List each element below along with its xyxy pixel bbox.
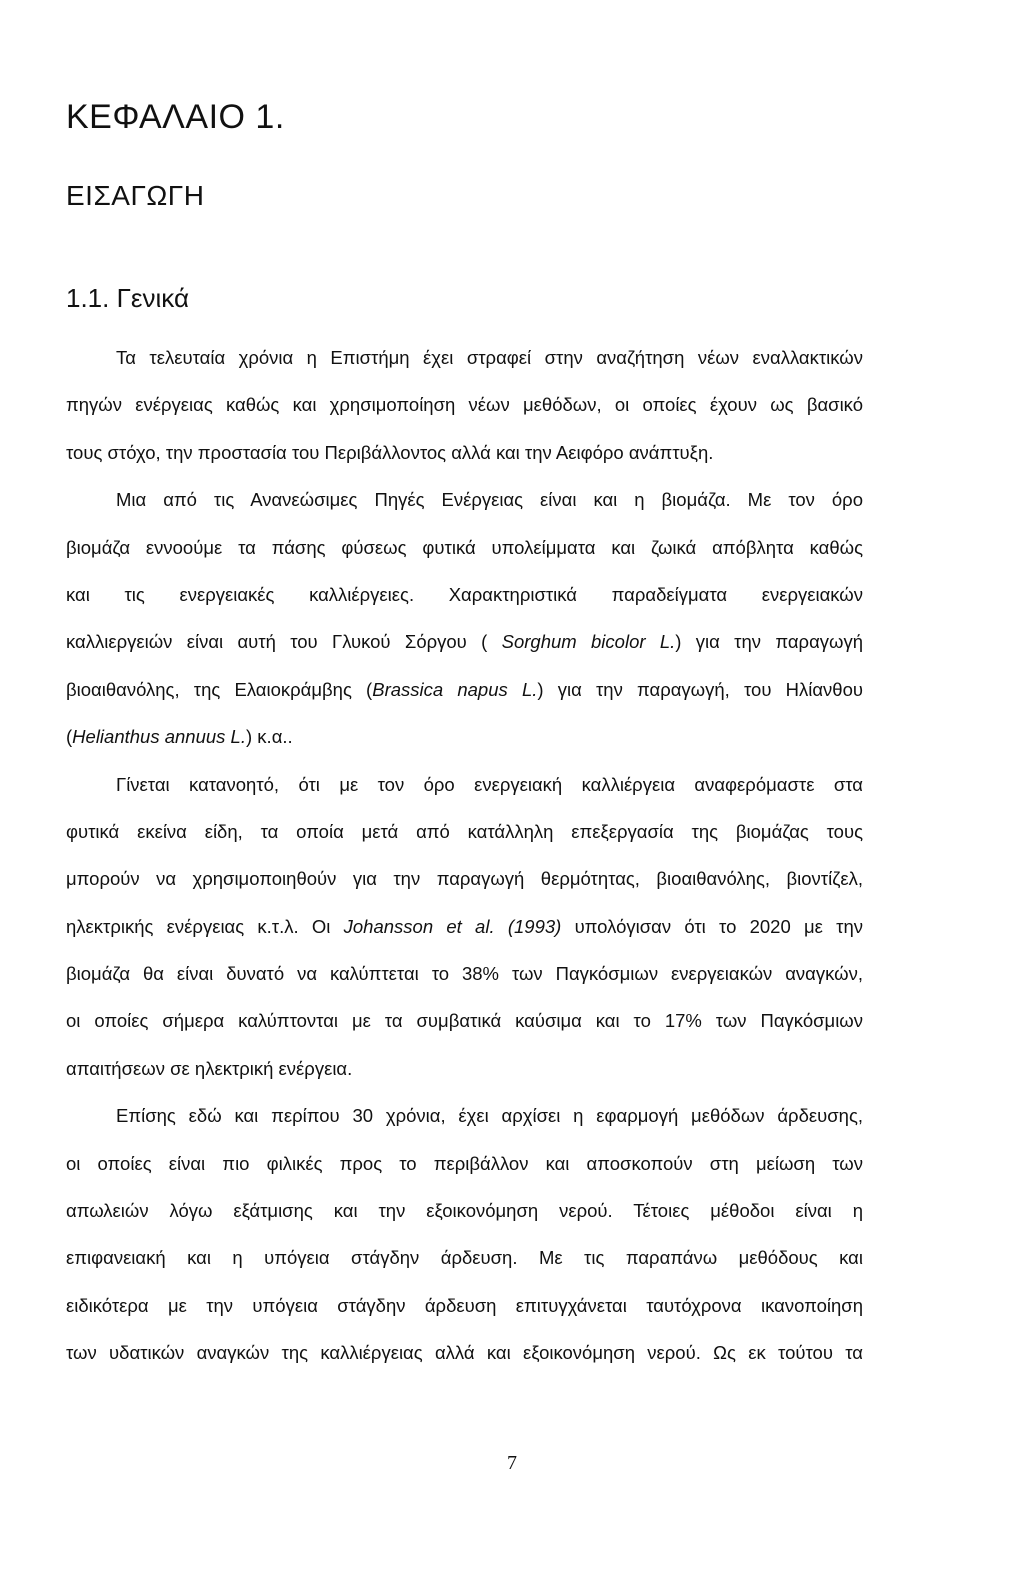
citation-year: (1993) <box>507 915 562 937</box>
citation-authors: Johansson et al. <box>343 915 495 937</box>
paragraph-line: οι οποίες είναι πιο φιλικές προς το περιβάλλον και αποσκοπούν στη μείωση των <box>66 1152 863 1174</box>
paragraph-line: επιφανειακή και η υπόγεια στάγδην άρδευση. Με τις παραπάνω μεθόδους και <box>66 1247 863 1269</box>
text-run: υπολόγισαν ότι το 2020 με την <box>574 915 864 937</box>
paragraph-line: των υδατικών αναγκών της καλλιέργειας αλλά και εξοικονόμηση νερού. Ως εκ τούτου τα <box>66 1342 863 1364</box>
paragraph-line: τους στόχο, την προστασία του Περιβάλλοντος αλλά και την Αειφόρο ανάπτυξη. <box>66 441 714 463</box>
body-text <box>66 343 863 1386</box>
paragraph-line <box>66 627 863 674</box>
paragraph-line: φυτικά εκείνα είδη, τα οποία μετά από κατάλληλη επεξεργασία της βιομάζας τους <box>66 820 863 842</box>
paragraph-line: Τα τελευταία χρόνια η Επιστήμη έχει στραφεί στην αναζήτηση νέων εναλλακτικών <box>116 347 863 368</box>
paragraph-line: και τις ενεργειακές καλλιέργειες. Χαρακτηριστικά παραδείγματα ενεργειακών <box>66 583 863 605</box>
species-name: Brassica napus L. <box>372 678 538 700</box>
page-number: 7 <box>507 1452 517 1474</box>
paragraph-line <box>66 675 863 722</box>
paragraph-line: απαιτήσεων σε ηλεκτρική ενέργεια. <box>66 1057 353 1079</box>
paragraph-line <box>66 722 863 769</box>
text-run: ( <box>66 726 73 748</box>
paragraph-line: Επίσης εδώ και περίπου 30 χρόνια, έχει αρχίσει η εφαρμογή μεθόδων άρδευσης, <box>116 1105 863 1127</box>
paragraph-line: πηγών ενέργειας καθώς και χρησιμοποίηση νέων μεθόδων, οι οποίες έχουν ως βασικό <box>66 394 863 416</box>
chapter-title: ΕΙΣΑΓΩΓΗ <box>66 180 205 211</box>
paragraph-line: βιομάζα εννοούμε τα πάσης φύσεως φυτικά υπολείμματα και ζωικά απόβλητα καθώς <box>66 536 863 558</box>
species-name: Helianthus annuus L. <box>72 726 246 748</box>
species-name: Sorghum bicolor L. <box>501 631 676 653</box>
paragraph-line: Γίνεται κατανοητό, ότι με τον όρο ενεργειακή καλλιέργεια αναφερόμαστε στα <box>116 773 863 795</box>
paragraph-line: ειδικότερα με την υπόγεια στάγδην άρδευση επιτυγχάνεται ταυτόχρονα ικανοποίηση <box>66 1294 863 1316</box>
paragraph-line: οι οποίες σήμερα καλύπτονται με τα συμβατικά καύσιμα και το 17% των Παγκόσμιων <box>66 1010 863 1032</box>
text-run: καλλιεργειών είναι αυτή του Γλυκού Σόργου ( <box>66 631 488 653</box>
text-run: ηλεκτρικής ενέργειας κ.τ.λ. Οι <box>66 915 331 937</box>
text-run: ) κ.α.. <box>246 726 293 748</box>
text-run: ) για την παραγωγή <box>675 631 864 653</box>
section-heading: 1.1. Γενικά <box>66 283 189 313</box>
paragraph-line: μπορούν να χρησιμοποιηθούν για την παραγωγή θερμότητας, βιοαιθανόλης, βιοντίζελ, <box>66 868 863 890</box>
paragraph-line: βιομάζα θα είναι δυνατό να καλύπτεται το 38% των Παγκόσμιων ενεργειακών αναγκών, <box>66 963 863 985</box>
chapter-number: ΚΕΦΑΛΑΙΟ 1. <box>66 98 285 136</box>
text-run: ) για την παραγωγή, του Ηλίανθου <box>537 678 863 700</box>
text-run: βιοαιθανόλης, της Ελαιοκράμβης ( <box>66 678 373 700</box>
paragraph-line <box>66 912 863 959</box>
paragraph-line: Μια από τις Ανανεώσιμες Πηγές Ενέργειας είναι και η βιομάζα. Με τον όρο <box>116 489 863 511</box>
paragraph-line: απωλειών λόγω εξάτμισης και την εξοικονόμηση νερού. Τέτοιες μέθοδοι είναι η <box>66 1200 863 1222</box>
